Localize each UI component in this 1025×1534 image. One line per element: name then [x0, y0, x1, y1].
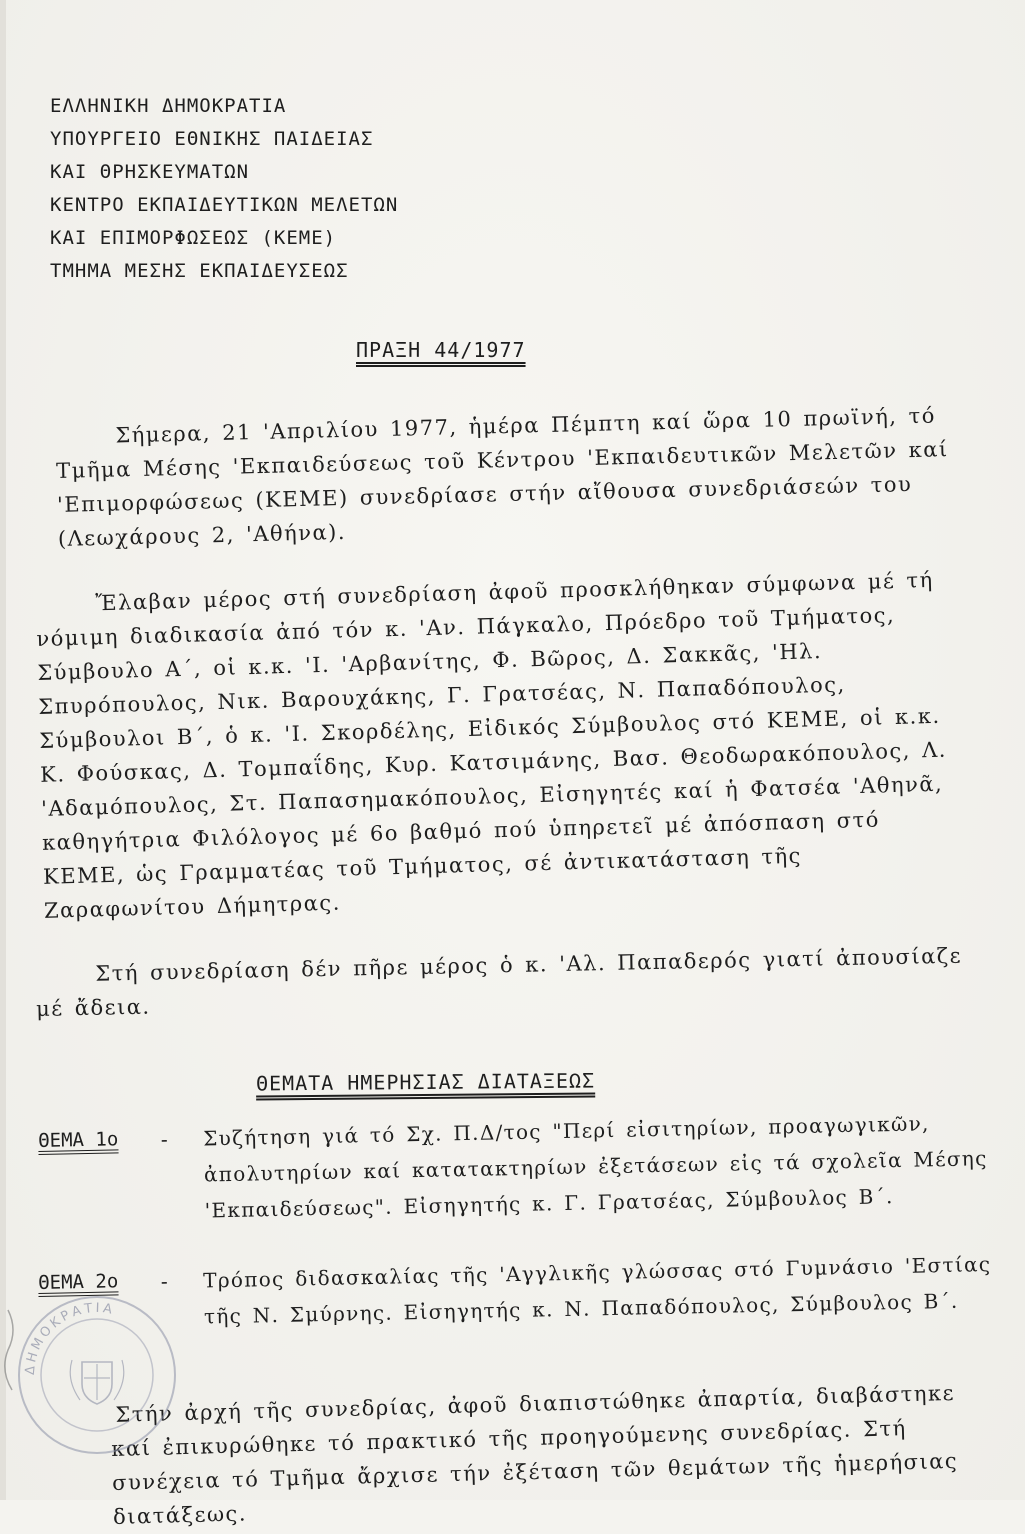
coat-of-arms-icon: [70, 1360, 124, 1404]
letterhead: [50, 90, 398, 288]
agenda-item-label: ΘΕΜΑ 1ο: [38, 1128, 119, 1152]
opening-paragraph: [55, 398, 958, 556]
agenda-item: [38, 1110, 998, 1223]
agenda-item-dash: -: [157, 1269, 171, 1294]
letterhead-line: ΥΠΟΥΡΓΕΙΟ ΕΘΝΙΚΗΣ ΠΑΙΔΕΙΑΣ: [50, 128, 374, 150]
proceedings-paragraph-text: Στήν ἀρχή τῆς συνεδρίας, ἀφοῦ διαπιστώθηκε ἀπαρτία, διαβάστηκε καί ἐπικυρώθηκε τό πρακτικό τῆς προηγούμενης συνεδρίας. Στή συνέχεια τό Τμῆμα ἄρχισε τήν ἐξέταση τῶν θεμάτων τῆς ἡμερήσιας διατάξεως.: [111, 1380, 959, 1529]
agenda-title: ΘΕΜΑΤΑ ΗΜΕΡΗΣΙΑΣ ΔΙΑΤΑΞΕΩΣ: [255, 1068, 596, 1096]
letterhead-line: ΤΜΗΜΑ ΜΕΣΗΣ ΕΚΠΑΙΔΕΥΣΕΩΣ: [50, 260, 349, 282]
letterhead-line: ΕΛΛΗΝΙΚΗ ΔΗΜΟΚΡΑΤΙΑ: [50, 95, 287, 117]
attendees-paragraph: [35, 562, 964, 928]
official-seal-stamp: [12, 1290, 182, 1460]
document-title: ΠΡΑΞΗ 44/1977: [356, 338, 526, 362]
agenda-item-text: Τρόπος διδασκαλίας τῆς 'Αγγλικῆς γλώσσας στό Γυμνάσιο 'Εστίας τῆς Ν. Σμύρνης. Εἰσηγητής κ. Ν. Παπαδόπουλος, Σύμβουλος Β΄.: [202, 1252, 992, 1329]
agenda-item-text: Συζήτηση γιά τό Σχ. Π.Δ/τος "Περί εἰσιτηρίων, προαγωγικῶν, ἀπολυτηρίων καί κατατακτηρίων ἐξετάσεων εἰς τά σχολεῖα Μέσης 'Εκπαιδεύσεως". Εἰσηγητής κ. Γ. Γρατσέας, Σύμβουλος Β΄.: [202, 1111, 988, 1223]
letterhead-line: ΚΑΙ ΕΠΙΜΟΡΦΩΣΕΩΣ (ΚΕΜΕ): [50, 227, 337, 249]
opening-paragraph-text: Σήμερα, 21 'Απριλίου 1977, ἡμέρα Πέμπτη καί ὥρα 10 πρωϊνή, τό Τμῆμα Μέσης 'Εκπαιδεύσεως τοῦ Κέντρου 'Εκπαιδευτικῶν Μελετῶν καί 'Επιμορφώσεως (ΚΕΜΕ) συνεδρίασε στήν αἴθουσα συνεδριάσεών του (Λεωχάρους 2, 'Αθήνα).: [55, 403, 949, 551]
absence-paragraph-text: Στή συνεδρίαση δέν πῆρε μέρος ὁ κ. 'Αλ. Παπαδερός γιατί ἀπουσίαζε μέ ἄδεια.: [35, 943, 963, 1021]
agenda-item-label: ΘΕΜΑ 2ο: [38, 1270, 119, 1294]
seal-text: ΔΗΜΟΚΡΑΤΙΑ: [22, 1300, 117, 1376]
proceedings-paragraph: [110, 1375, 993, 1534]
letterhead-line: ΚΕΝΤΡΟ ΕΚΠΑΙΔΕΥΤΙΚΩΝ ΜΕΛΕΤΩΝ: [50, 194, 399, 216]
svg-text:ΔΗΜΟΚΡΑΤΙΑ: [23, 1301, 116, 1376]
attendees-paragraph-text: Ἔλαβαν μέρος στή συνεδρίαση ἀφοῦ προσκλήθηκαν σύμφωνα μέ τή νόμιμη διαδικασία ἀπό τόν κ. 'Αν. Πάγκαλο, Πρόεδρο τοῦ Τμήματος, Σύμβουλο Α΄, οἱ κ.κ. 'Ι. 'Αρβανίτης, Φ. Βῶρος, Δ. Σακκᾶς, 'Ηλ. Σπυρόπουλος, Νικ. Βαρουχάκης, Γ. Γρατσέας, Ν. Παπαδόπουλος, Σύμβουλοι Β΄, ὁ κ. 'Ι. Σκορδέλης, Εἰδικός Σύμβουλος στό ΚΕΜΕ, οἱ κ.κ. Κ. Φούσκας, Δ. Τομπαΐδης, Κυρ. Κατσιμάνης, Βασ. Θεοδωρακόπουλος, Λ. 'Αδαμόπουλος, Στ. Παπασημακόπουλος, Εἰσηγητές καί ἡ Φατσέα 'Αθηνᾶ, καθηγήτρια Φιλόλογος μέ 6ο βαθμό πού ὑπηρετεῖ μέ ἀπόσπαση στό ΚΕΜΕ, ὡς Γραμματέας τοῦ Τμήματος, σέ ἀντικατάσταση τῆς Ζαραφωνίτου Δήμητρας.: [36, 567, 948, 923]
agenda-item-dash: -: [157, 1127, 171, 1152]
letterhead-line: ΚΑΙ ΘΡΗΣΚΕΥΜΑΤΩΝ: [50, 161, 250, 183]
page-binding-edge: [0, 0, 6, 1500]
absence-paragraph: [35, 938, 971, 1026]
binding-marks: [0, 1290, 30, 1440]
agenda-item: [38, 1252, 998, 1329]
